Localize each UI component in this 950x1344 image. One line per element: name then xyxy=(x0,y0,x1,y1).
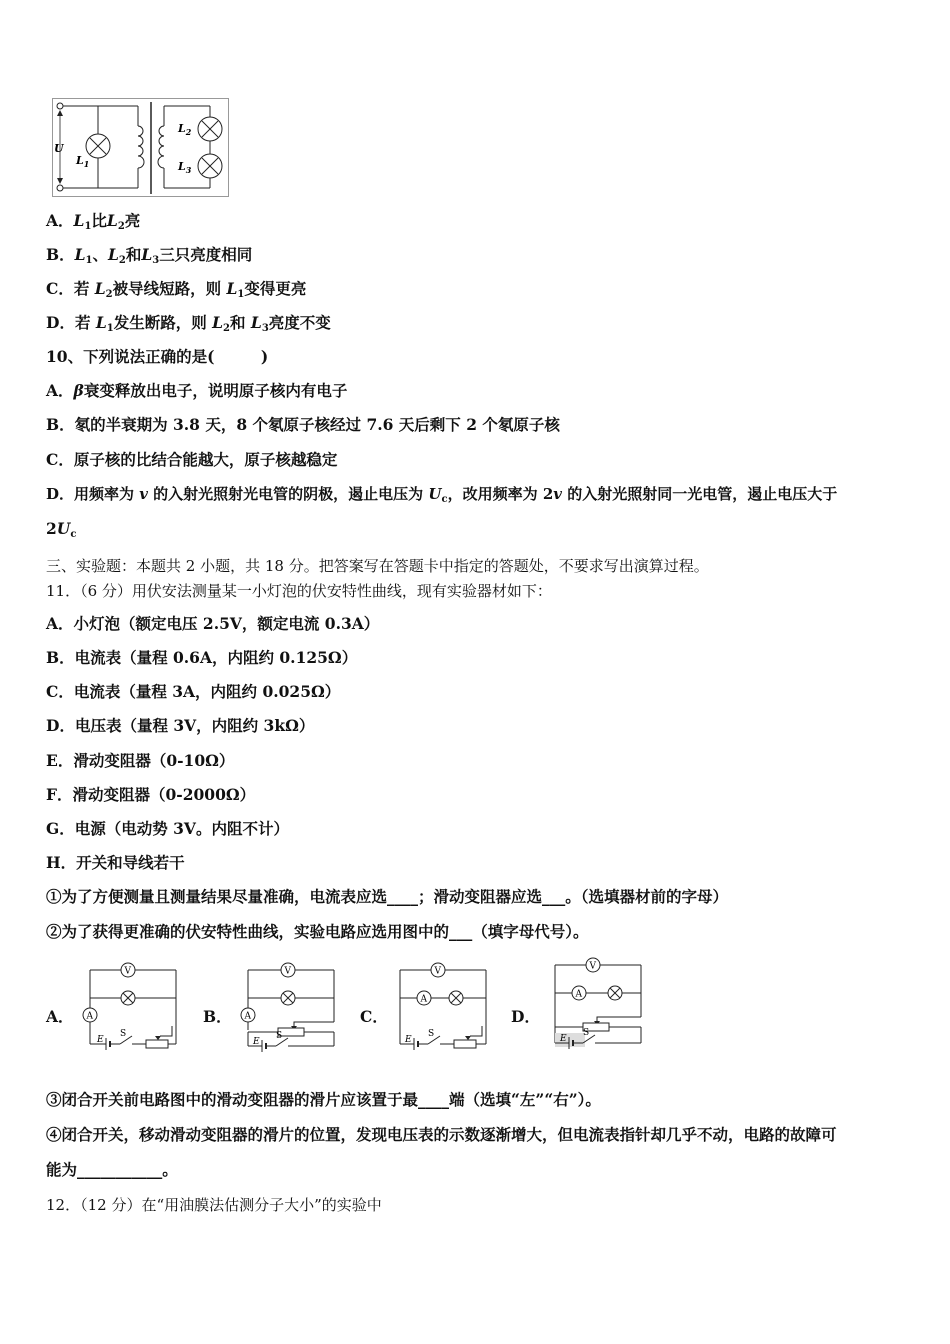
text-run: 被导线短路，则 xyxy=(112,279,227,298)
subscript: 1 xyxy=(84,221,92,232)
text-run: ，改用频率为 2 xyxy=(447,485,554,503)
subscript: 2 xyxy=(118,255,126,266)
svg-text:A: A xyxy=(420,994,427,1005)
subscript: 1 xyxy=(85,255,93,266)
text-run: D．若 xyxy=(46,313,96,332)
q11-sub3: ③闭合开关前电路图中的滑动变阻器的滑片应该置于最____端（选填“左”“右”）。 xyxy=(46,1090,601,1109)
subscript: 2 xyxy=(105,289,113,300)
italic-symbol: v xyxy=(139,485,148,503)
q11-stem: 11．（6 分）用伏安法测量某一小灯泡的伏安特性曲线，现有实验器材如下： xyxy=(46,582,552,600)
q10-option-d xyxy=(46,484,837,510)
svg-text:S: S xyxy=(428,1029,435,1039)
subscript: 2 xyxy=(223,323,230,334)
svg-text:A: A xyxy=(575,989,582,1000)
transformer-circuit-figure xyxy=(52,98,230,202)
svg-text:V: V xyxy=(589,961,596,972)
svg-text:E: E xyxy=(405,1035,412,1045)
q11-item-a: A．小灯泡（额定电压 2.5V，额定电流 0.3A） xyxy=(46,614,380,633)
q11-item-g: G．电源（电动势 3V。内阻不计） xyxy=(46,819,289,838)
circuit-a-figure xyxy=(76,960,186,1064)
text-run: C．原子核的比结合能越大，原子核越稳定 xyxy=(46,450,338,469)
svg-text:E: E xyxy=(97,1035,104,1045)
svg-text:S: S xyxy=(120,1029,127,1039)
svg-text:V: V xyxy=(284,966,291,977)
subscript: 2 xyxy=(117,221,125,232)
text-run: 亮度不变 xyxy=(268,313,331,332)
text-run: 三只亮度相同 xyxy=(159,245,253,264)
text-run: C．若 xyxy=(46,279,95,298)
q10-option-b xyxy=(46,415,560,435)
q9-option-c xyxy=(46,279,306,305)
q9-option-b xyxy=(46,245,252,271)
q10-option-c xyxy=(46,450,337,470)
subscript: 1 xyxy=(237,289,245,300)
svg-text:A: A xyxy=(86,1011,93,1022)
q9-option-d xyxy=(46,313,331,339)
subscript: 3 xyxy=(152,255,160,266)
text-run: 和 xyxy=(230,313,251,332)
section-3-heading: 三、实验题：本题共 2 小题，共 18 分。把答案写在答题卡中指定的答题处，不要求写出演算过程。 xyxy=(46,557,709,575)
q10-option-a xyxy=(46,381,347,401)
italic-symbol: β xyxy=(73,381,84,400)
q11-sub4-line1: ④闭合开关，移动滑动变阻器的滑片的位置，发现电压表的示数逐渐增大，但电流表指针却几乎不动，电路的故障可 xyxy=(46,1125,837,1144)
text-run: 2 xyxy=(46,519,57,538)
italic-symbol: L xyxy=(108,245,119,264)
svg-text:L3: $L_3$ xyxy=(178,160,192,175)
circuit-option-a-label: A． xyxy=(46,1007,74,1026)
u-label: U xyxy=(54,142,64,155)
italic-symbol: L xyxy=(73,211,85,230)
text-run: 衰变释放出电子，说明原子核内有电子 xyxy=(83,381,348,400)
circuit-d-figure xyxy=(545,955,655,1064)
subscript: 1 xyxy=(106,323,114,334)
italic-symbol: L xyxy=(95,313,107,332)
q10-stem: 10、下列说法正确的是( ) xyxy=(46,347,269,366)
svg-text:E: E xyxy=(560,1034,567,1044)
text-run: 变得更亮 xyxy=(244,279,307,298)
q11-item-e: E．滑动变阻器（0-10Ω） xyxy=(46,751,235,770)
q11-sub4-line2: 能为___________。 xyxy=(46,1160,178,1179)
text-run: 、 xyxy=(92,245,108,264)
q11-item-b: B．电流表（量程 0.6A，内阻约 0.125Ω） xyxy=(46,648,358,667)
text-run: A． xyxy=(46,211,74,230)
text-run: B．氡的半衰期为 3.8 天，8 个氡原子核经过 7.6 天后剩下 2 个氡原子核 xyxy=(46,415,560,434)
text-run: 亮 xyxy=(124,211,141,230)
italic-symbol: L xyxy=(141,245,153,264)
q11-item-f: F．滑动变阻器（0-2000Ω） xyxy=(46,785,256,804)
subscript: 3 xyxy=(261,323,269,334)
q11-item-h: H．开关和导线若干 xyxy=(46,853,185,872)
circuit-c-figure xyxy=(390,960,500,1064)
text-run: 和 xyxy=(125,245,142,264)
svg-text:L1: $L_1$ xyxy=(76,154,90,169)
svg-text:V: V xyxy=(434,966,441,977)
text-run: D．用频率为 xyxy=(46,485,140,503)
subscript: c xyxy=(70,529,77,540)
subscript: c xyxy=(441,494,448,505)
svg-text:E: E xyxy=(253,1037,260,1047)
text-run: 比 xyxy=(91,211,107,230)
q11-item-d: D．电压表（量程 3V，内阻约 3kΩ） xyxy=(46,716,315,735)
q11-sub1: ①为了方便测量且测量结果尽量准确，电流表应选____；滑动变阻器应选___。（选填器材前的字母） xyxy=(46,887,729,906)
italic-symbol: L xyxy=(94,279,106,298)
circuit-option-c-label: C． xyxy=(360,1007,388,1026)
q11-item-c: C．电流表（量程 3A，内阻约 0.025Ω） xyxy=(46,682,341,701)
q12-stem: 12．（12 分）在“用油膜法估测分子大小”的实验中 xyxy=(46,1196,382,1214)
italic-symbol: L xyxy=(250,313,262,332)
text-run: 的入射光照射光电管的阴极，遏止电压为 xyxy=(147,485,429,503)
svg-text:L2: $L_2$ xyxy=(178,122,192,137)
q9-option-a xyxy=(46,211,140,237)
svg-text:S: S xyxy=(276,1031,283,1041)
italic-symbol: L xyxy=(212,313,224,332)
q10-option-d-continued xyxy=(46,519,76,545)
circuit-b-figure xyxy=(234,960,344,1064)
q11-sub2: ②为了获得更准确的伏安特性曲线，实验电路应选用图中的___（填字母代号）。 xyxy=(46,922,589,941)
italic-symbol: L xyxy=(226,279,238,298)
italic-symbol: L xyxy=(106,211,118,230)
italic-symbol: U xyxy=(428,485,442,503)
italic-symbol: v xyxy=(553,485,562,503)
text-run: A． xyxy=(46,381,74,400)
italic-symbol: L xyxy=(74,245,86,264)
text-run: 发生断路，则 xyxy=(113,313,213,332)
italic-symbol: U xyxy=(56,519,71,538)
svg-text:V: V xyxy=(124,966,131,977)
circuit-option-b-label: B． xyxy=(203,1007,232,1026)
text-run: 的入射光照射同一光电管，遏止电压大于 xyxy=(561,485,838,503)
text-run: B． xyxy=(46,245,75,264)
svg-text:S: S xyxy=(583,1028,590,1038)
svg-text:A: A xyxy=(244,1011,251,1022)
circuit-option-d-label: D． xyxy=(511,1007,540,1026)
